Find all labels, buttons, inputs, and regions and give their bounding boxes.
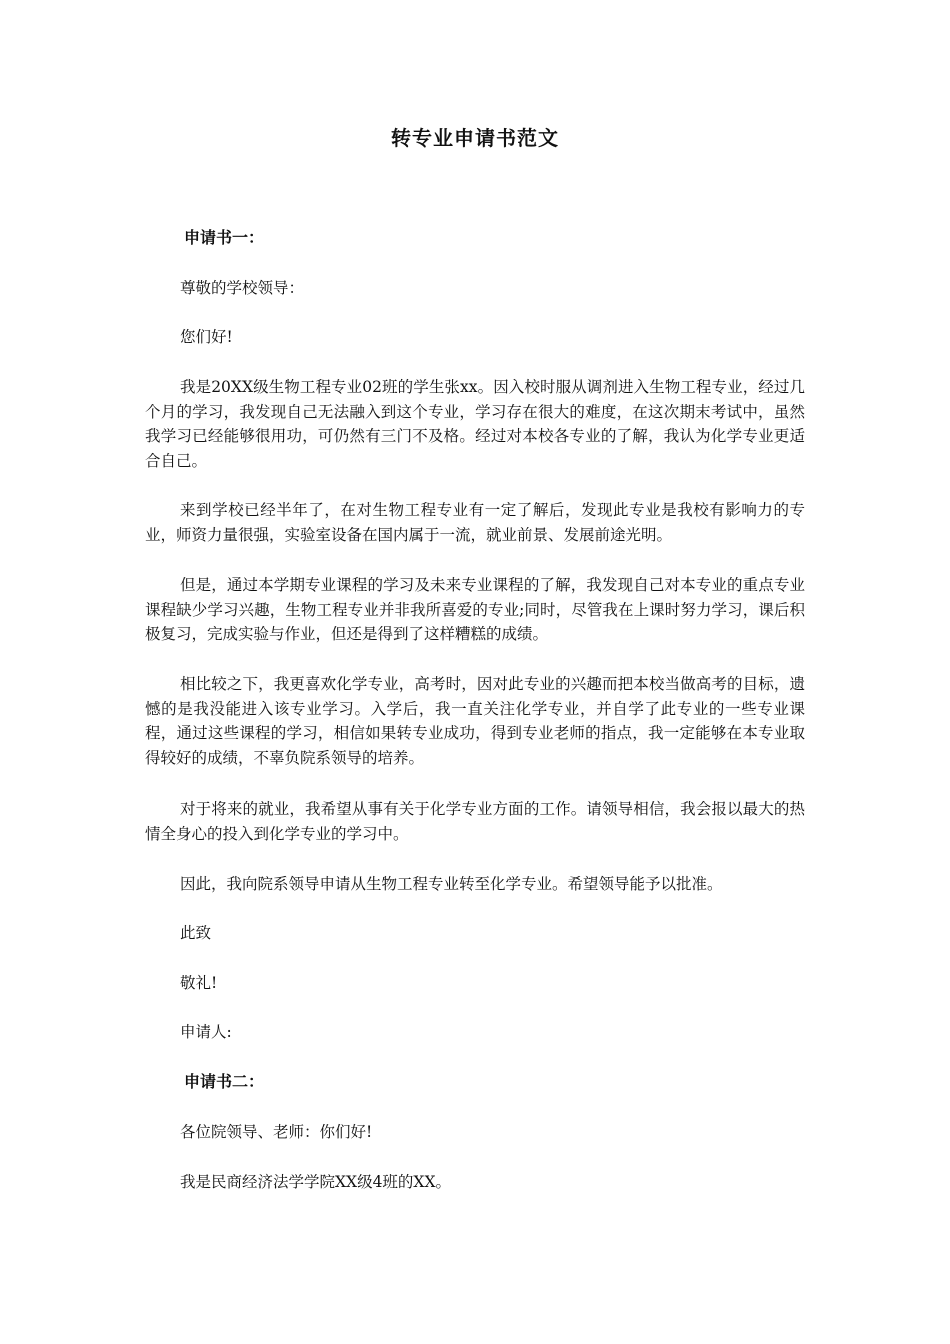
letter1-heading: 申请书一： xyxy=(184,228,265,247)
letter1-greeting: 您们好! xyxy=(180,328,233,346)
letter1-closing-1: 此致 xyxy=(180,924,212,942)
letter2-intro: 我是民商经济法学学院XX级4班的XX。 xyxy=(180,1173,452,1191)
letter1-paragraph-3: 但是，通过本学期专业课程的学习及未来专业课程的了解，我发现自己对本专业的重点专业课程缺少学习兴趣，生物工程专业并非我所喜爱的专业;同时，尽管我在上课时努力学习，课后积极复习，完成实验与作业，但还是得到了这样糟糕的成绩。 xyxy=(145,576,805,643)
document-title: 转专业申请书范文 xyxy=(391,126,559,150)
letter1-paragraph-5: 对于将来的就业，我希望从事有关于化学专业方面的工作。请领导相信，我会报以最大的热情全身心的投入到化学专业的学习中。 xyxy=(145,800,805,843)
letter1-closing-2: 敬礼! xyxy=(180,974,218,992)
letter1-salutation: 尊敬的学校领导： xyxy=(180,279,305,297)
letter1-paragraph-4: 相比较之下，我更喜欢化学专业，高考时，因对此专业的兴趣而把本校当做高考的目标，遗憾的是我没能进入该专业学习。入学后，我一直关注化学专业，并自学了此专业的一些专业课程，通过这些课程的学习，相信如果转专业成功，得到专业老师的指点，我一定能够在本专业取得较好的成绩，不辜负院系领导的培养。 xyxy=(145,675,805,767)
letter2-heading: 申请书二： xyxy=(184,1072,265,1091)
letter1-signature: 申请人: xyxy=(180,1023,232,1041)
letter1-paragraph-2: 来到学校已经半年了，在对生物工程专业有一定了解后，发现此专业是我校有影响力的专业，师资力量很强，实验室设备在国内属于一流，就业前景、发展前途光明。 xyxy=(145,501,805,544)
letter1-paragraph-1: 我是20XX级生物工程专业02班的学生张xx。因入校时服从调剂进入生物工程专业，经过几个月的学习，我发现自己无法融入到这个专业，学习存在很大的难度，在这次期末考试中，虽然我学习已经能够很用功，可仍然有三门不及格。经过对本校各专业的了解，我认为化学专业更适合自己。 xyxy=(145,378,805,470)
letter2-greeting: 各位院领导、老师：你们好! xyxy=(180,1123,373,1141)
letter1-request: 因此，我向院系领导申请从生物工程专业转至化学专业。希望领导能予以批准。 xyxy=(180,875,723,893)
